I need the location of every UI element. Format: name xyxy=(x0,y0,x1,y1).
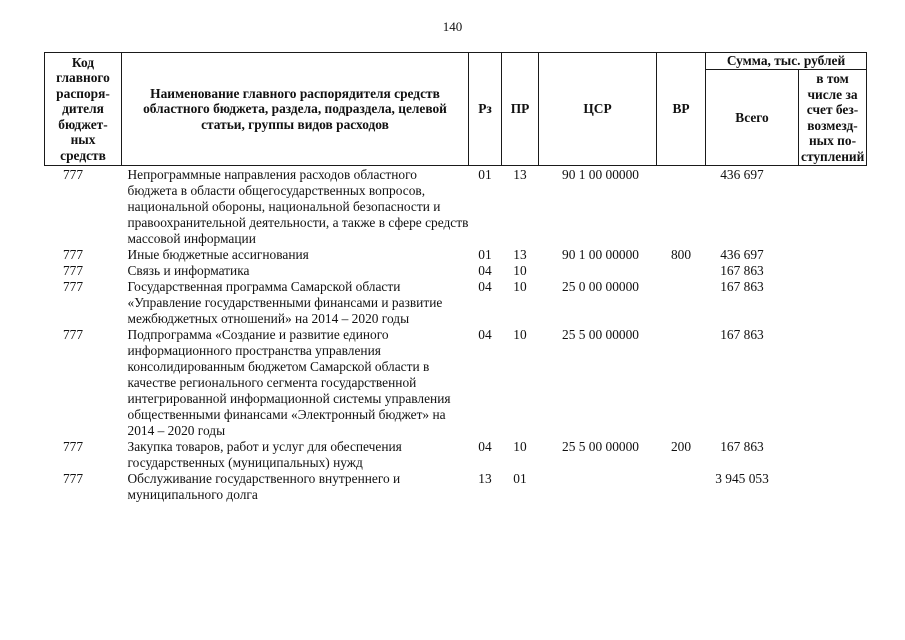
cell-total: 167 863 xyxy=(720,263,764,278)
cell-gratuitous xyxy=(799,166,867,248)
cell-total: 436 697 xyxy=(720,167,764,182)
cell-pr: 13 xyxy=(513,167,527,182)
cell-csr xyxy=(539,471,657,503)
cell-csr: 25 5 00 00000 xyxy=(562,439,639,454)
cell-rz: 04 xyxy=(478,327,492,342)
cell-gratuitous xyxy=(799,439,867,471)
cell-vr: 200 xyxy=(670,439,692,454)
cell-name: Обслуживание государственного внутреннего и муниципального долга xyxy=(127,471,401,502)
cell-gratuitous xyxy=(799,263,867,279)
cell-pr: 10 xyxy=(513,327,527,342)
cell-pr: 13 xyxy=(513,247,527,262)
cell-csr: 90 1 00 00000 xyxy=(562,167,639,182)
header-code: Код главного распоря-дителя бюджет-ных средств xyxy=(45,53,122,166)
cell-total: 167 863 xyxy=(720,327,764,342)
cell-rz: 04 xyxy=(478,263,492,278)
cell-total: 436 697 xyxy=(720,247,764,262)
table-row xyxy=(45,166,867,248)
cell-code: 777 xyxy=(62,471,84,486)
cell-gratuitous xyxy=(799,327,867,439)
page-number: 140 xyxy=(442,19,463,34)
table-row xyxy=(45,327,867,439)
cell-code: 777 xyxy=(62,279,84,294)
cell-gratuitous xyxy=(799,471,867,503)
cell-csr: 25 5 00 00000 xyxy=(562,327,639,342)
cell-code: 777 xyxy=(62,327,84,342)
header-total: Всего xyxy=(706,70,799,166)
header-sum: Сумма, тыс. рублей xyxy=(706,53,867,70)
cell-code: 777 xyxy=(62,263,84,278)
table-row xyxy=(45,279,867,327)
cell-vr xyxy=(657,471,706,503)
table-row xyxy=(45,439,867,471)
cell-vr: 800 xyxy=(670,247,692,262)
cell-name: Подпрограмма «Создание и развитие единого информационного пространства управления консолидированным бюджетом Самарской области в качестве регионального сегмента государственной интегрированной информационной системы управления общественными финансами «Электронный бюджет» на 2014 – 2020 годы xyxy=(127,327,451,438)
cell-total: 167 863 xyxy=(720,439,764,454)
cell-rz: 01 xyxy=(478,167,492,182)
cell-pr: 10 xyxy=(513,279,527,294)
cell-pr: 01 xyxy=(513,471,527,486)
cell-name: Иные бюджетные ассигнования xyxy=(127,247,309,262)
cell-rz: 04 xyxy=(478,439,492,454)
cell-name: Непрограммные направления расходов областного бюджета в области общегосударственных вопросов, национальной обороны, национальной безопасности и правоохранительной деятельности, а также в сфере средств массовой информации xyxy=(127,167,469,246)
header-gratuitous: в том числе за счет без-возмезд-ных по-ступлений xyxy=(799,70,867,166)
cell-pr: 10 xyxy=(513,439,527,454)
cell-csr: 25 0 00 00000 xyxy=(562,279,639,294)
budget-table xyxy=(44,52,867,503)
cell-csr xyxy=(539,263,657,279)
table-header xyxy=(45,53,867,166)
cell-gratuitous xyxy=(799,247,867,263)
cell-vr xyxy=(657,166,706,248)
cell-rz: 04 xyxy=(478,279,492,294)
header-vr: ВР xyxy=(657,53,706,166)
cell-vr xyxy=(657,279,706,327)
cell-vr xyxy=(657,263,706,279)
cell-code: 777 xyxy=(62,439,84,454)
cell-name: Закупка товаров, работ и услуг для обеспечения государственных (муниципальных) нужд xyxy=(127,439,402,470)
header-rz: Рз xyxy=(469,53,502,166)
cell-code: 777 xyxy=(62,167,84,182)
cell-rz: 13 xyxy=(478,471,492,486)
header-name: Наименование главного распорядителя средств областного бюджета, раздела, подраздела, целевой статьи, группы видов расходов xyxy=(122,53,469,166)
table-row xyxy=(45,471,867,503)
cell-csr: 90 1 00 00000 xyxy=(562,247,639,262)
cell-name: Связь и информатика xyxy=(127,263,250,278)
cell-rz: 01 xyxy=(478,247,492,262)
cell-pr: 10 xyxy=(513,263,527,278)
cell-code: 777 xyxy=(62,247,84,262)
cell-vr xyxy=(657,327,706,439)
cell-total: 167 863 xyxy=(720,279,764,294)
table-row xyxy=(45,247,867,263)
header-pr: ПР xyxy=(502,53,539,166)
cell-gratuitous xyxy=(799,279,867,327)
cell-total: 3 945 053 xyxy=(715,471,769,486)
cell-name: Государственная программа Самарской области «Управление государственными финансами и развитие межбюджетных отношений» на 2014 – 2020 годы xyxy=(127,279,443,326)
table-row xyxy=(45,263,867,279)
header-csr: ЦСР xyxy=(539,53,657,166)
table-body xyxy=(45,166,867,504)
